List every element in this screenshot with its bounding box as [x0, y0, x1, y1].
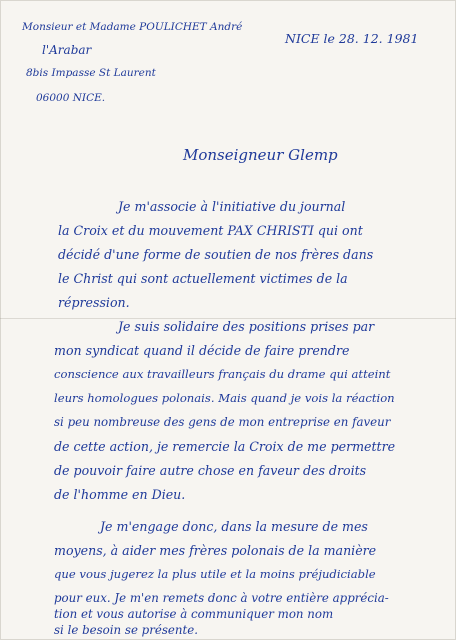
letter-line: Je m'engage donc, dans la mesure de mes	[100, 519, 368, 534]
letter-line: de pouvoir faire autre chose en faveur des droits	[54, 463, 367, 478]
letter-line: leurs homologues polonais. Mais quand je vois la réaction	[54, 391, 395, 405]
letter-line: répression.	[58, 295, 130, 310]
letter-line: mon syndicat quand il décide de faire prendre	[54, 343, 350, 358]
letter-line: de cette action, je remercie la Croix de me permettre	[54, 439, 396, 454]
letter-line: la Croix et du mouvement PAX CHRISTI qui ont	[58, 223, 363, 238]
letter-line: que vous jugerez la plus utile et la moins préjudiciable	[54, 567, 376, 581]
letter-line: Je suis solidaire des positions prises par	[118, 319, 375, 334]
salutation: Monseigneur Glemp	[183, 146, 338, 164]
letter-line: décidé d'une forme de soutien de nos frères dans	[58, 247, 374, 262]
sender-city: 06000 NICE.	[36, 92, 106, 104]
letter-line: si peu nombreuse des gens de mon entreprise en faveur	[54, 415, 391, 429]
letter-date: NICE le 28. 12. 1981	[285, 31, 419, 46]
letter-line: si le besoin se présente.	[54, 623, 198, 637]
letter-line: Je m'associe à l'initiative du journal	[118, 199, 346, 214]
letter-line: pour eux. Je m'en remets donc à votre entière apprécia-	[54, 591, 389, 605]
letter-line: de l'homme en Dieu.	[54, 487, 186, 502]
letter-line: tion et vous autorise à communiquer mon nom	[54, 607, 334, 621]
sender-street: 8bis Impasse St Laurent	[26, 67, 156, 79]
sender-house-name: l'Arabar	[42, 43, 92, 57]
letter-line: moyens, à aider mes frères polonais de la manière	[54, 543, 377, 558]
letter-line: le Christ qui sont actuellement victimes de la	[58, 271, 348, 286]
letter-line: conscience aux travailleurs français du drame qui atteint	[54, 367, 391, 381]
sender-name: Monsieur et Madame POULICHET André	[22, 21, 243, 33]
